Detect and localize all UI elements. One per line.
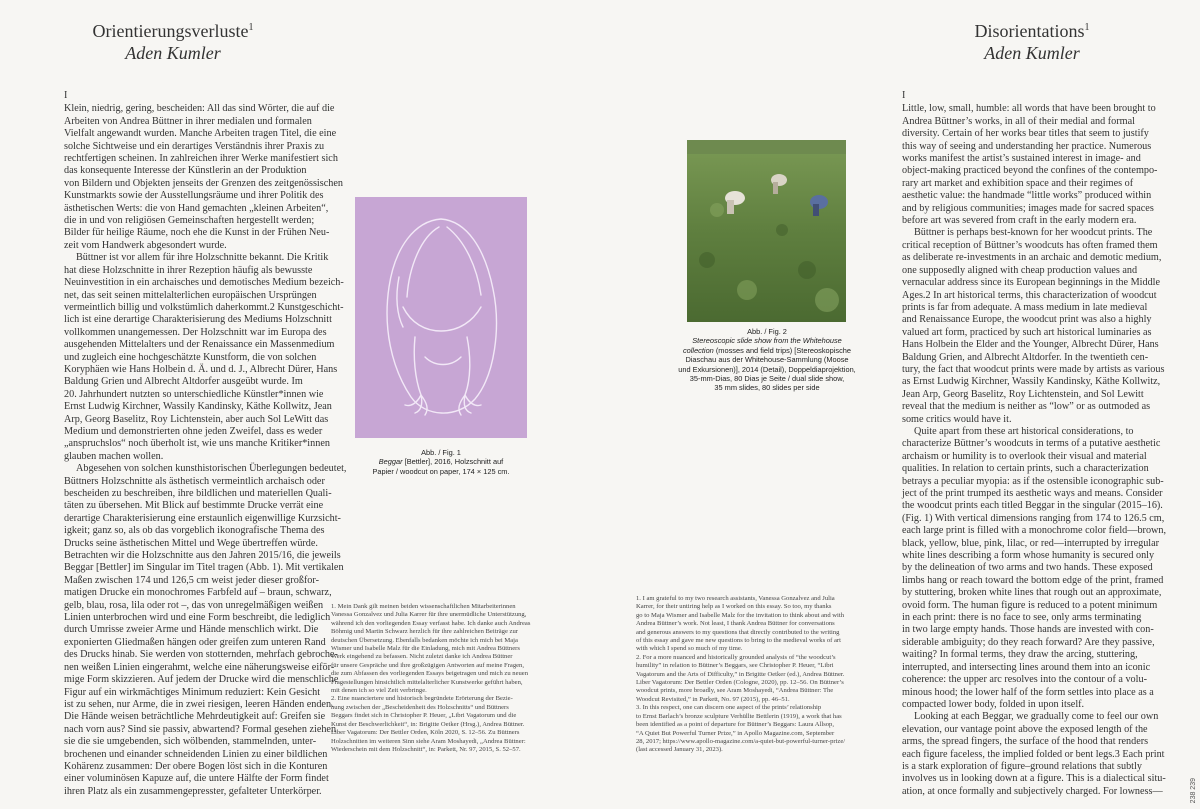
text-line: Woodcut Revisited,” in Parkett, No. 97 (2015), pp. 46–51. [636,695,790,703]
right-paragraph-1 [902,103,1156,227]
text-line: white lines describing a form whose humanity is secured only [902,550,1155,562]
text-line: go to Maja Wismer and Isabelle Malz for the invitation to think about and with [636,611,845,619]
text-line: die in und von religiösen Gemeinschaften hergestellt werden; [64,215,315,227]
text-line: Arp, Georg Baselitz, Roy Lichtenstein, aber auch Sol LeWitt das [64,413,329,425]
text-line: ästhetischen Werts: die von Hand gemachten „kleinen Arbeiten“, [64,202,329,214]
figure-2-caption-line-5: 35-mm-Dias, 80 Dias je Seite / dual slide show, [689,374,845,384]
text-line: and generous answers to my questions that directly contributed to the writing [636,628,840,636]
figure-1-beggar-woodcut [355,197,527,438]
text-line: in each print: there is no face to see, only arms terminating [902,612,1142,624]
text-line: critical reception of Büttner’s woodcuts has often framed them [902,239,1158,251]
text-line: Looking at each Beggar, we gradually come to feel our own [914,711,1159,723]
left-body [64,90,347,798]
text-line: siderable ambiguity; do they reach forward? Are they passive, [902,636,1155,648]
text-line: archaism or humility is to overlook their visual and material [902,450,1147,462]
text-line: diversity. Certain of her works bear titles that seem to justify [902,128,1149,140]
text-line: one supposedly aligned with cheap production values and [902,264,1138,276]
text-line: Arbeiten von Andrea Büttner in ihrer medialen und formalen [64,115,312,127]
right-title: Disorientations$^1$ [974,21,1090,41]
folio-left: 238 [1190,791,1197,803]
text-line: arms, the spread fingers, the surface of the hood that renders [902,736,1149,748]
text-line: ation, at once formally and subjectively charged. For lowness— [902,785,1163,797]
text-line: this way of seeing and understanding her practice. Numerous [902,140,1152,152]
text-line: Kohärenz zusammen: Der obere Bogen löst sich in die Konturen [64,760,328,772]
text-line: Drucks seine ästhetischen Mittel und Wege übertreffen würde. [64,537,318,549]
text-line: 1. I am grateful to my two research assistants, Vanessa Gonzalvez and Julia [636,595,835,602]
text-line: „anspruchslos“ noch überholt ist, wie uns manche Kritiker*innen [64,438,330,450]
text-line: coherence: the upper arc resolves into the contour of a volu- [902,674,1147,686]
text-line: black, yellow, blue, pink, lilac, or red—interrupted by irregular [902,537,1160,549]
text-line: derartige Charakterisierung eine erstaunlich eigenwillige Kurzsicht- [64,512,341,524]
left-paragraph-2 [64,252,344,463]
text-line: nen weißen Linien eingerahmt, welche eine näherungsweise eiför- [64,661,335,673]
text-line: deutschen Übersetzung. Ebenfalls bedanken möchte ich mich bei Maja [331,636,518,644]
right-paragraph-4 [902,711,1166,798]
text-line: Quite apart from these art historical considerations, to [914,425,1134,437]
left-paragraph-3 [64,463,347,798]
text-line: die zum Abfassen des vorliegenden Essays beigetragen und mich zu neuen [331,670,529,678]
text-line: rary art market and exhibition space and their regimes of [902,177,1134,189]
text-line: some critics would have it. [902,413,1012,425]
text-line: rechtfertigen scheinen. In zahlreichen ihrer Werke manifestiert sich [64,153,338,165]
beggar-figure-drawing [355,197,527,438]
figure-2-slide-photo [687,140,846,322]
text-line: Büttner ist vor allem für ihre Holzschnitte bekannt. Die Kritik [76,252,329,264]
mossy-field-photo [687,140,846,322]
text-line: limbs hang or reach toward the bottom edge of the print, framed [902,574,1164,586]
text-line: Wismer und Isabelle Malz für die Einladung, mich mit Andrea Büttners [331,645,520,653]
text-line: mit denen ich so viel Zeit verbringe. [331,687,427,695]
text-line: hat diese Holzschnitte in ihrer Rezeption häufig als bewusste [64,264,313,276]
text-line: elevation, our vantage point above the exposed length of the [902,723,1148,735]
text-line: sie die sie umgebenden, sich wölbenden, stammelnden, unter- [64,736,317,748]
text-line: ist zu sehen, nur Arme, die in zwei riesigen, leeren Händen enden. [64,698,334,710]
text-line: Little, low, small, humble: all words that have been brought to [902,103,1156,115]
text-line: vollkommen unangemessen. Der Holzschnitt war im Europa des [64,326,327,338]
text-line: Linien unterbrochen wird und eine Form beschreibt, die lediglich [64,612,331,624]
text-line: each large print is filled with a monochrome color field—brown, [902,525,1167,537]
text-line: Holzschnitten im weiteren Sinn siehe Aram Moshayedi, „Andrea Büttner: [331,737,526,745]
text-line: ject of the print trumped its aesthetic ways and means. Consider [902,488,1163,499]
text-line: interrupted, and intersecting lines around them into an iconic [902,661,1151,673]
text-line: as deliberate re-investments in an archaic and demotic medium, [902,252,1162,264]
text-line: durch Umrisse zweier Arme und Hände menschlich wirkt. Die [64,624,319,636]
text-line: Baldung Grien, and Albrecht Altdorfer. In the twentieth cen- [902,351,1149,363]
text-line: Vielfalt angewandt wurden. Manche Arbeiten tragen Titel, die eine [64,128,337,140]
folio-right: 239 [1190,777,1197,790]
text-line: with which I spend so much of my time. [636,645,743,653]
right-author: Aden Kumler [984,43,1080,63]
figure-2-caption-line-2: collection (mosses and field trips) [Stereoskopische [682,345,851,355]
page-folio [1190,778,1198,803]
figure-2-number: Abb. / Fig. 2 [747,327,787,336]
text-line: and Renaissance Europe, the woodcut print was also a highly [902,314,1152,326]
text-line: von Bildern und Objekten jenseits der Grenzen des zeitgenössischen [64,177,343,189]
text-line: das konsequente Interesse der Künstlerin an der Produktion [64,165,307,177]
text-line: prints is far from adequate. A mass medium in late medieval [902,301,1148,313]
text-line: Beggars findet sich in Christopher P. Heuer, „Libri Vagatorum und die [331,712,517,720]
text-line: Kunst der Beschwerlichkeit“, in: Brigitte Oetker (Hrsg.), Andrea Büttner. [331,720,525,728]
text-line: Hans Holbein the Elder and the Younger, Albrecht Dürer, Hans [902,339,1159,351]
text-line: betrays a peculiar myopia: as if the ostensible iconographic sub- [902,475,1164,487]
text-line: Andrea Büttner’s work. Not least, I thank Andrea Büttner for conversations [636,620,835,628]
text-line: the woodcut prints each titled Beggar in the singular (2015–16). [902,500,1163,512]
right-title-block [882,20,1182,64]
figure-1-number: Abb. / Fig. 1 [421,448,461,457]
left-section-number: I [64,90,68,101]
text-line: involves us in looking down at a figure. This is a dialectical situ- [902,773,1166,785]
text-line: 28, 2017; https://www.apollo-magazine.com/a-quiet-but-powerful-turner-prize/ [636,737,846,745]
text-line: zeit vom Handwerk abgesondert wurde. [64,239,227,251]
right-paragraph-3 [902,425,1167,711]
text-line: brochenen und einander schneidenden Linien zu einer bildlichen [64,748,328,760]
text-line: ihren Platz als ein zusammengepresster, gefalteter Unterkörper. [64,785,322,797]
text-line: as Ernst Ludwig Kirchner, Wassily Kandinsky, Käthe Kollwitz, [902,376,1161,388]
text-line: Abgesehen von solchen kunsthistorischen Überlegungen bedeutet, [76,463,347,475]
text-line: während ich den vorliegenden Essay verfasst habe. Ich danke auch Andreas [331,619,531,627]
text-line: “A Quiet But Powerful Turner Prize,” in Apollo Magazine.com, September [636,729,835,737]
text-line: nach vorn aus? Sind sie passiv, abwartend? Formal gesehen ziehen [64,723,337,735]
left-title-block [23,20,323,64]
text-line: vernacular address since its European beginnings in the Middle [902,277,1161,289]
text-line: für unsere Gespräche und ihre großzügigen Antworten auf meine Fragen, [331,661,524,669]
figure-2-caption-line-6: 35 mm slides, 80 slides per side [714,383,820,393]
text-line: des Drucks hinab. Sie werden von stotternden, mehrfach gebroche- [64,649,338,661]
text-line: been identified as a point of departure for Büttner’s Beggars: Laura Allsop, [636,721,834,729]
text-line: characterize Büttner’s woodcuts in terms of a putative aesthetic [902,438,1161,450]
right-paragraph-2 [902,227,1165,426]
text-line: Werk eingehend zu befassen. Nicht zuletzt danke ich Andrea Büttner [331,653,513,661]
text-line: 2. Eine nuanciertere und historisch begründete Erörterung der Bezie- [331,695,513,703]
text-line: Klein, niedrig, gering, bescheiden: All das sind Wörter, die auf die [64,103,335,115]
text-line: Vanessa Gonzalvez und Julia Karrer für ihre unermüdliche Unterstützung, [331,611,527,619]
text-line: Die Hände weisen beträchtliche Mehrdeutigkeit auf: Greifen sie [64,711,326,723]
figure-2-caption-line-4: und Exkursionen)], 2014 (Detail), Doppeldiaprojektion, [678,364,856,374]
text-line: of this essay and gave me new questions to bring to the medieval works of art [636,637,841,645]
text-line: each figure faceless, the implied folded or bent legs.3 Each print [902,748,1165,760]
right-section-number: I [902,90,906,101]
text-line: vermeintlich billig und volkstümlich daherkommt.2 Kunstgeschicht- [64,301,344,313]
left-title: Orientierungsverluste$^1$ [92,21,254,41]
text-line: Andrea Büttner’s works, in all of their medial and formal [902,115,1135,127]
left-paragraph-1 [64,103,343,252]
text-line: solche Sichtweise und ein derartiges Verständnis ihrer Praxis zu [64,140,325,152]
text-line: aesthetic value: the handmade “little works” produced within [902,190,1152,202]
text-line: Figur auf ein wirkmächtiges Minimum reduziert: Kein Gesicht [64,686,321,698]
text-line: Ernst Ludwig Kirchner, Wassily Kandinsky, Käthe Kollwitz, Jean [64,401,332,413]
text-line: 2. For a more nuanced and historically grounded analysis of “the woodcut’s [636,653,836,661]
text-line: gelb, blau, rosa, lila oder rot –, das von unregelmäßigen weißen [64,599,324,611]
text-line: 20. Jahrhundert nutzten so unterschiedliche Künstler*innen wie [64,388,324,400]
text-line: und zugleich eine hochgeschätzte Kunstform, die von solchen [64,351,317,363]
text-line: minous hood; the lower half of the form settles into place as a [902,686,1154,698]
text-line: by stuttering, broken white lines that rough out an approximate, [902,587,1162,599]
text-line: woodcut prints, more broadly, see Aram Moshayedi, “Andrea Büttner: The [636,687,834,695]
text-line: compacted lower body, folded in upon itself. [902,698,1085,710]
text-line: (last accessed January 31, 2023). [636,746,723,754]
right-footnotes [636,595,876,755]
text-line: Kunstmarkts sowie der Ausstellungsräume und ihrer Politik des [64,190,324,202]
text-line: einer voluminösen Kapuze auf, die untere Hälfte der Form findet [64,773,329,785]
text-line: ovoid form. The human figure is reduced to a potent minimum [902,599,1158,611]
text-line: Neuinvestition in ein archaisches und demotisches Medium bezeich- [64,277,344,289]
text-line: 3. In this respect, one can discern one aspect of the prints’ relationship [636,704,822,712]
text-line: lich ist eine derartige Charakterisierung des Mediums Holzschnitt [64,314,332,326]
figure-2-caption-line-3: Diaschau aus der Whitehouse-Sammlung (Moose [685,355,849,365]
text-line: hung zwischen der „Bescheidenheit des Holzschnitts“ und Büttners [331,703,509,711]
text-line: Fragestellungen hinsichtlich mittelalterlicher Kunstwerke geführt haben, [331,678,523,686]
text-line: to Ernst Barlach’s bronze sculpture Verhüllte Bettlerin (1919), a work that has [636,712,842,720]
text-line: Vagatorum and the Arts of Difficulty,” in Brigitte Oetker (ed.), Andrea Büttner. [636,670,845,678]
text-line: Betrachten wir die Holzschnitte aus den Jahren 2015/16, die jeweils [64,550,341,562]
right-page [600,0,1200,809]
text-line: humility” in relation to Büttner’s Beggars, see Christopher P. Heuer, “Libri [636,662,834,670]
left-author: Aden Kumler [125,43,221,63]
text-line: reveal that the medium is neither as “low” or as outmoded as [902,401,1151,413]
text-line: Maßen zwischen 174 und 126,5 cm weist jeder dieser großfor- [64,574,319,586]
text-line: igkeit; ganz so, als ob das vorgeblich ikonografische Thema des [64,525,325,537]
text-line: Jean Arp, Georg Baselitz, Roy Lichtenstein, and Sol Lewitt [902,388,1144,400]
text-line: qualities. In relation to certain prints, such a characterization [902,463,1149,475]
text-line: mige Form skizzieren. Auf jedem der Drucke wird die menschliche [64,674,339,686]
text-line: bescheiden zu beschreiben, ihre bildlichen und materiellen Quali- [64,488,332,499]
text-line: glauben machen wollen. [64,450,164,462]
text-line: Wiederschein mit dem Holzschnitt“, in: Parkett, Nr. 97, 2015, S. 52–57. [331,745,521,753]
text-line: Büttner is perhaps best-known for her woodcut prints. The [914,227,1153,239]
text-line: Karrer, for their untiring help as I worked on this essay. So too, my thanks [636,603,832,611]
figure-1-caption-line-1: Beggar [Bettler], 2016, Holzschnitt auf [378,457,504,467]
text-line: Büttners Holzschnitte als ästhetisch vermeintlich archaisch oder [64,475,325,487]
figure-2-caption-line-1: Stereoscopic slide show from the Whitehouse [692,336,842,346]
text-line: Beggar [Bettler] im Singular im Titel tragen (Abb. 1). Mit vertikalen [64,562,344,574]
text-line: in two large empty hands. Those hands are invested with con- [902,624,1154,636]
text-line: Ages.2 In art historical terms, this characterization of woodcut [902,289,1157,301]
text-line: 1. Mein Dank gilt meinen beiden wissenschaftlichen Mitarbeiterinnen [331,603,516,610]
text-line: matigen Drucke ein monochromes Farbfeld auf – braun, schwarz, [64,587,332,599]
text-line: by the delineation of two arms and two hands. These exposed [902,562,1153,574]
right-body [902,90,1167,798]
figure-1-caption [340,448,542,476]
text-line: Bilder für heilige Räume, noch ehe die Kunst in der Frühen Neu- [64,227,330,239]
left-footnotes [331,603,571,754]
text-line: Koryphäen wie Hans Holbein d. Ä. und d. J., Albrecht Dürer, Hans [64,363,338,375]
text-line: Baldung Grien und Albrecht Altdorfer ausgeübt wurde. Im [64,376,303,388]
text-line: Böhmig und Martin Schwarz herzlich für ihre zahlreichen Beiträge zur [331,628,518,636]
text-line: (Fig. 1) With vertical dimensions ranging from 174 to 126.5 cm, [902,512,1165,524]
text-line: ausgehenden Mittelalters und der Renaissance ein Massenmedium [64,339,335,351]
text-line: before art was severed from craft in the early modern era. [902,215,1137,227]
text-line: is a stark exploration of figure–ground relations that subtly [902,760,1142,772]
text-line: exponierten Gliedmaßen hängen oder greifen zum unteren Rand [64,636,326,648]
figure-2-caption [660,327,874,393]
text-line: Liber Vagatorum: Der Bettler Orden (Cologne, 2020), pp. 12–56. On Büttner’s [636,679,844,687]
text-line: Liber Vagatorum: Der Bettler Orden, Köln 2020, S. 12–56. Zu Büttners [331,729,520,737]
text-line: täten zu übersehen. Mit Blick auf bestimmte Drucke verrät eine [64,500,324,512]
text-line: waiting? In formal terms, they draw the arcing, stuttering, [902,649,1138,661]
text-line: object-making practiced beyond the confines of the contempo- [902,165,1158,177]
text-line: valued art form, practiced by such art historical luminaries as [902,326,1152,338]
text-line: tury, the fact that woodcut prints were made by artists as various [902,363,1165,375]
text-line: and by religious communities; images made for sacred spaces [902,202,1154,214]
text-line: Medium und demonstrierten ohne jeden Zweifel, dass es weder [64,425,323,437]
figure-1-caption-line-2: Papier / woodcut on paper, 174 × 125 cm. [372,466,510,476]
text-line: net, das seit seinen mittelalterlichen europäischen Ursprüngen [64,289,317,301]
text-line: works manifest the artist’s sustained interest in image- and [902,153,1141,165]
